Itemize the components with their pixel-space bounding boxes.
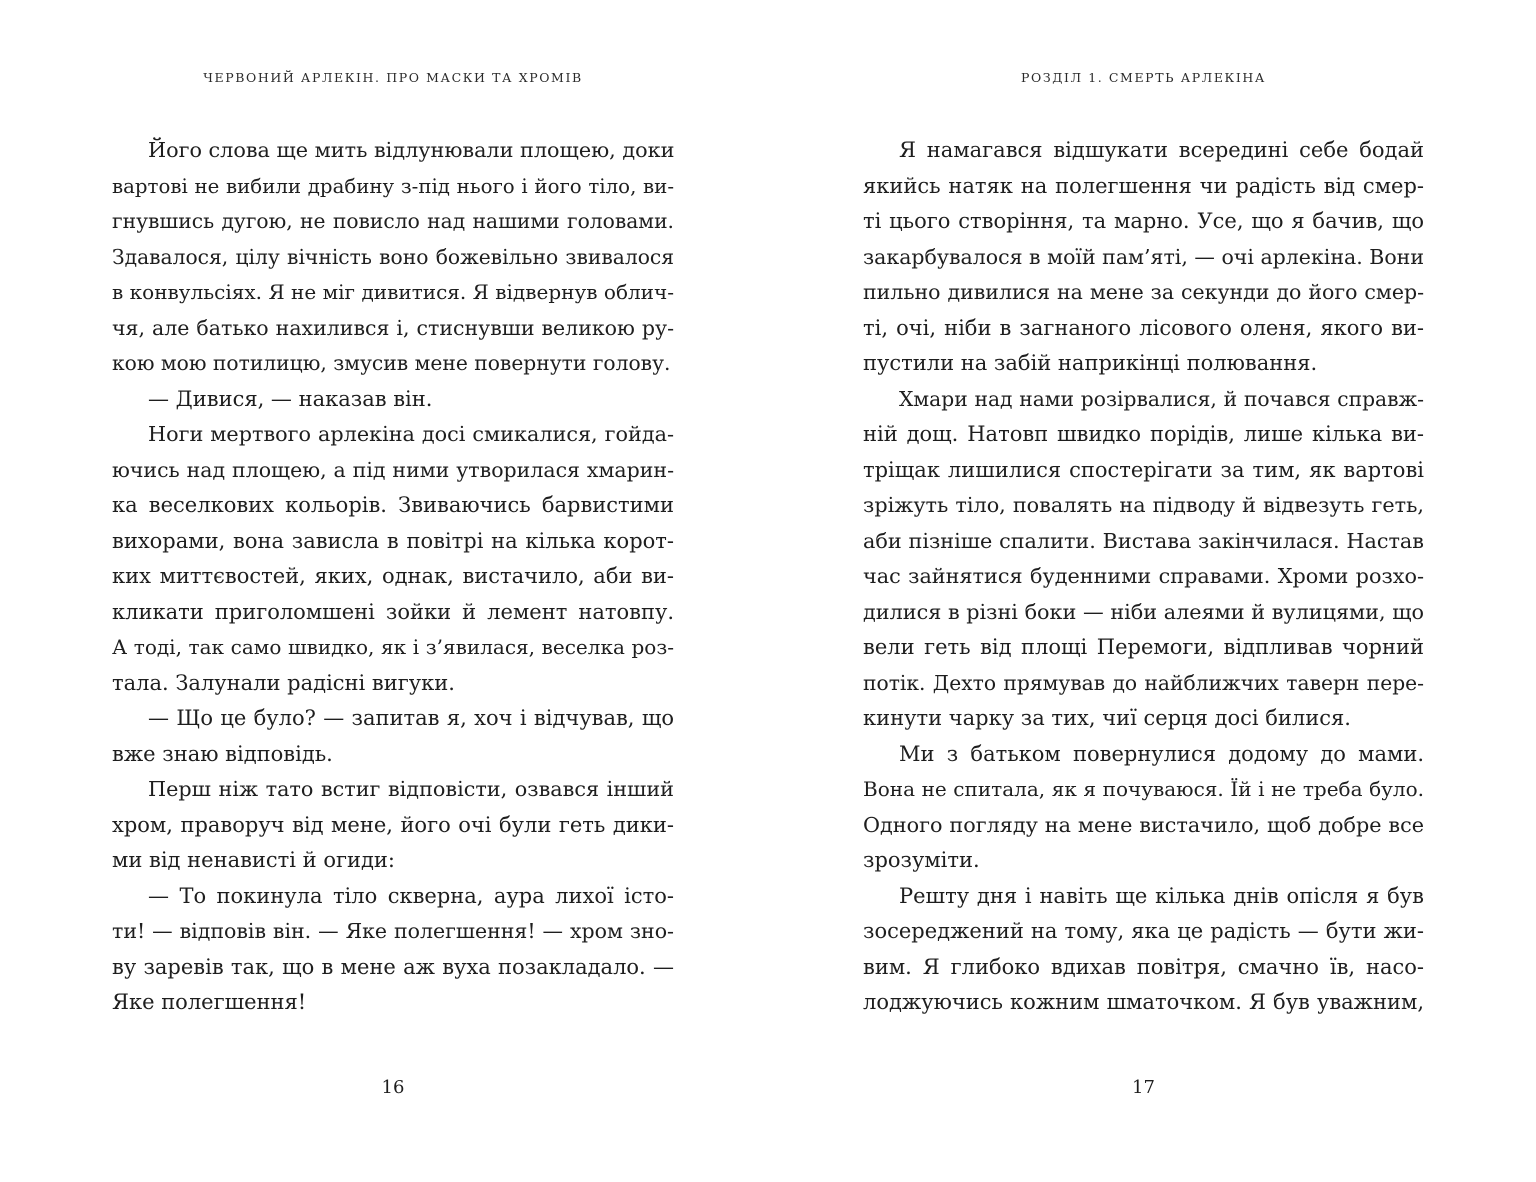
text-line: А тоді, так само швидко, як і з’явилася, веселка роз- <box>112 635 674 659</box>
text-line: Здавалося, цілу вічність воно божевільно звивалося <box>112 244 674 269</box>
text-line: ті, очі, ніби в загнаного лісового оленя, якого ви- <box>863 315 1424 340</box>
text-line: Вона не спитала, як я почуваюся. Їй і не треба було. <box>863 777 1424 801</box>
text-line: кинути чарку за тих, чиї серця досі билися. <box>863 706 1351 730</box>
text-line: якийсь натяк на полегшення чи радість від смер- <box>863 173 1424 198</box>
text-line: тала. Залунали радісні вигуки. <box>112 670 455 695</box>
text-line: — Дивися, — наказав він. <box>148 386 433 411</box>
text-line: кою мою потилицю, змусив мене повернути голову. <box>112 351 671 375</box>
text-line: в конвульсіях. Я не міг дивитися. Я відвернув облич- <box>112 280 674 304</box>
text-line: тріщак лишилися спостерігати за тим, як вартові <box>863 457 1424 482</box>
left-page <box>112 0 674 1182</box>
text-line: ка веселкових кольорів. Звиваючись барвистими <box>112 493 674 517</box>
right-page <box>863 0 1424 1182</box>
text-line: хром, праворуч від мене, його очі були геть дики- <box>112 812 674 837</box>
text-line: вартові не вибили драбину з-під нього і його тіло, ви- <box>112 174 674 198</box>
text-line: аби пізніше спалити. Вистава закінчилася. Настав <box>863 528 1424 553</box>
text-line: Його слова ще мить відлунювали площею, доки <box>148 138 675 162</box>
text-line: пустили на забій наприкінці полювання. <box>863 351 1318 375</box>
text-line: вихорами, вона зависла в повітрі на кілька корот- <box>112 528 674 553</box>
text-line: лоджуючись кожним шматочком. Я був уважним, <box>863 990 1424 1014</box>
text-line: Ми з батьком повернулися додому до мами. <box>899 741 1424 766</box>
text-line: кликати приголомшені зойки й лемент натовпу. <box>112 599 674 624</box>
text-line: Ноги мертвого арлекіна досі смикалися, гойда- <box>148 422 674 446</box>
right-page-body <box>863 133 1424 1021</box>
page-number-right: 17 <box>1132 1077 1155 1098</box>
text-line: Одного погляду на мене вистачило, щоб добре все <box>863 812 1424 837</box>
text-line: зріжуть тіло, повалять на підводу й відвезуть геть, <box>863 493 1424 517</box>
text-line: Я намагався відшукати всередині себе бодай <box>899 138 1424 162</box>
text-line: Перш ніж тато встиг відповісти, озвався інший <box>148 777 674 801</box>
text-line: ти! — відповів він. — Яке полегшення! — хром зно- <box>112 919 674 943</box>
text-line: вели геть від площі Перемоги, відпливав чорний <box>863 635 1424 659</box>
text-line: зрозуміти. <box>863 848 980 872</box>
page-number-left: 16 <box>381 1077 405 1098</box>
text-line: чя, але батько нахилився і, стиснувши великою ру- <box>112 315 674 340</box>
text-line: ми від ненависті й огиди: <box>112 848 395 872</box>
text-line: вже знаю відповідь. <box>112 741 333 766</box>
text-line: Хмари над нами розірвалися, й почався справж- <box>899 386 1424 411</box>
text-line: — Що це було? — запитав я, хоч і відчував, що <box>148 706 674 730</box>
text-line: пильно дивилися на мене за секунди до його смер- <box>863 280 1424 304</box>
text-line: Яке полегшення! <box>112 990 307 1014</box>
text-line: ву заревів так, що в мене аж вуха позакладало. — <box>112 954 674 979</box>
text-line: вим. Я глибоко вдихав повітря, смачно їв, насо- <box>863 954 1424 979</box>
text-line: ній дощ. Натовп швидко порідів, лише кілька ви- <box>863 422 1424 446</box>
running-head-left: ЧЕРВОНИЙ АРЛЕКІН. ПРО МАСКИ ТА ХРОМІВ <box>203 70 583 85</box>
text-line: — То покинула тіло скверна, аура лихої істо- <box>148 883 674 908</box>
text-line: час зайнятися буденними справами. Хроми розхо- <box>863 564 1424 588</box>
text-line: ючись над площею, а під ними утворилася хмарин- <box>112 457 674 482</box>
text-line: ких миттєвостей, яких, однак, вистачило, аби ви- <box>112 564 674 588</box>
text-line: закарбувалося в моїй пам’яті, — очі арлекіна. Вони <box>863 244 1424 269</box>
running-head-right: РОЗДІЛ 1. СМЕРТЬ АРЛЕКІНА <box>1021 70 1266 85</box>
text-line: зосереджений на тому, яка це радість — бути жи- <box>863 919 1424 943</box>
text-line: Решту дня і навіть ще кілька днів опісля я був <box>899 883 1424 908</box>
text-line: дилися в різні боки — ніби алеями й вулицями, що <box>863 599 1424 624</box>
text-line: потік. Дехто прямував до найближчих таверн пере- <box>863 670 1424 695</box>
text-line: гнувшись дугою, не повисло над нашими головами. <box>112 209 674 233</box>
left-page-body <box>112 133 674 1021</box>
text-line: ті цього створіння, та марно. Усе, що я бачив, що <box>863 209 1424 233</box>
